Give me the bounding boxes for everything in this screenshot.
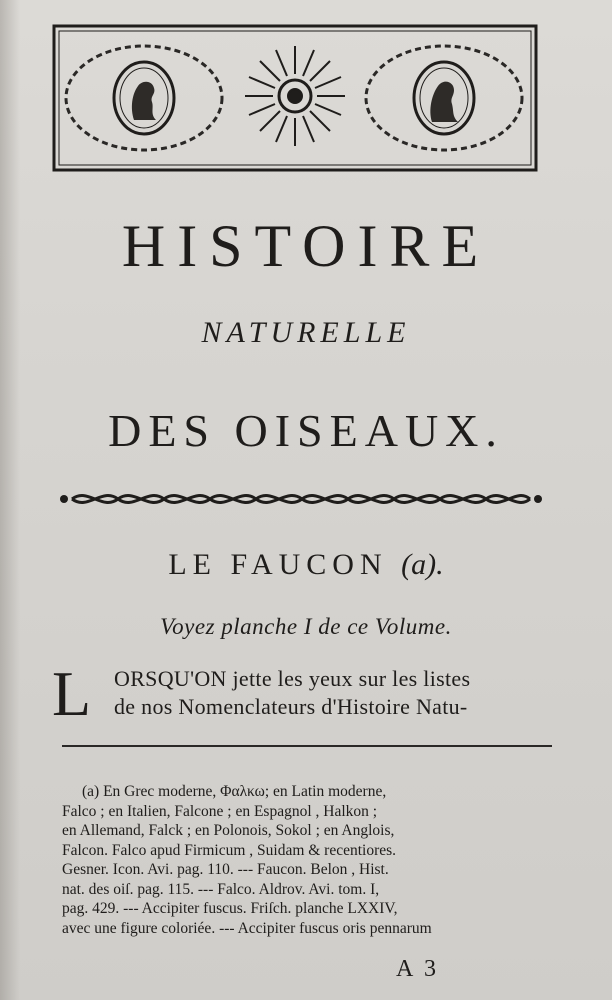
footnote-line: avec une figure coloriée. --- Accipiter fuscus oris pennarum (62, 919, 432, 937)
footnote-line: Falco ; en Italien, Falcone ; en Espagnol , Halkon ; (62, 802, 378, 820)
book-title-naturelle: NATURELLE (201, 316, 411, 349)
drop-cap: L (52, 658, 92, 729)
intro-line: de nos Nomenclateurs d'Histoire Natu- (114, 694, 468, 719)
chapter-heading-text: LE FAUCON (168, 548, 388, 581)
footnote-line: Gesner. Icon. Avi. pag. 110. --- Faucon. Belon , Hist. (62, 861, 389, 878)
footnote-line: Falcon. Falco apud Firmicum , Suidam & recentiores. (62, 841, 397, 859)
footnote (62, 782, 562, 938)
left-medallion (114, 62, 174, 134)
header-vignette (52, 24, 538, 172)
intro-line: ORSQU'ON jette les yeux sur les listes (114, 666, 471, 691)
right-medallion (414, 62, 474, 134)
page-edge-shadow (0, 0, 20, 1000)
footnote-line: nat. des oiſ. pag. 115. --- Falco. Aldrov. Avi. tom. I, (62, 880, 380, 898)
book-title-des-oiseaux: DES OISEAUX. (108, 405, 504, 456)
footnote-reference: (a). (401, 548, 444, 581)
book-title-histoire: HISTOIRE (121, 213, 491, 279)
footnote-rule (62, 745, 552, 747)
footnote-line: (a) En Grec moderne, Φαλκω; en Latin moderne, (82, 783, 387, 800)
footnote-line: en Allemand, Falck ; en Polonois, Sokol ; en Anglois, (62, 822, 395, 839)
plate-caption: Voyez planche I de ce Volume. (160, 614, 452, 639)
sunburst (245, 46, 345, 146)
footnote-line: pag. 429. --- Accipiter fuscus. Friſch. planche LXXIV, (62, 900, 398, 917)
signature-mark: A 3 (396, 956, 440, 982)
ornamental-rule (58, 484, 544, 514)
chapter-heading (0, 548, 612, 582)
